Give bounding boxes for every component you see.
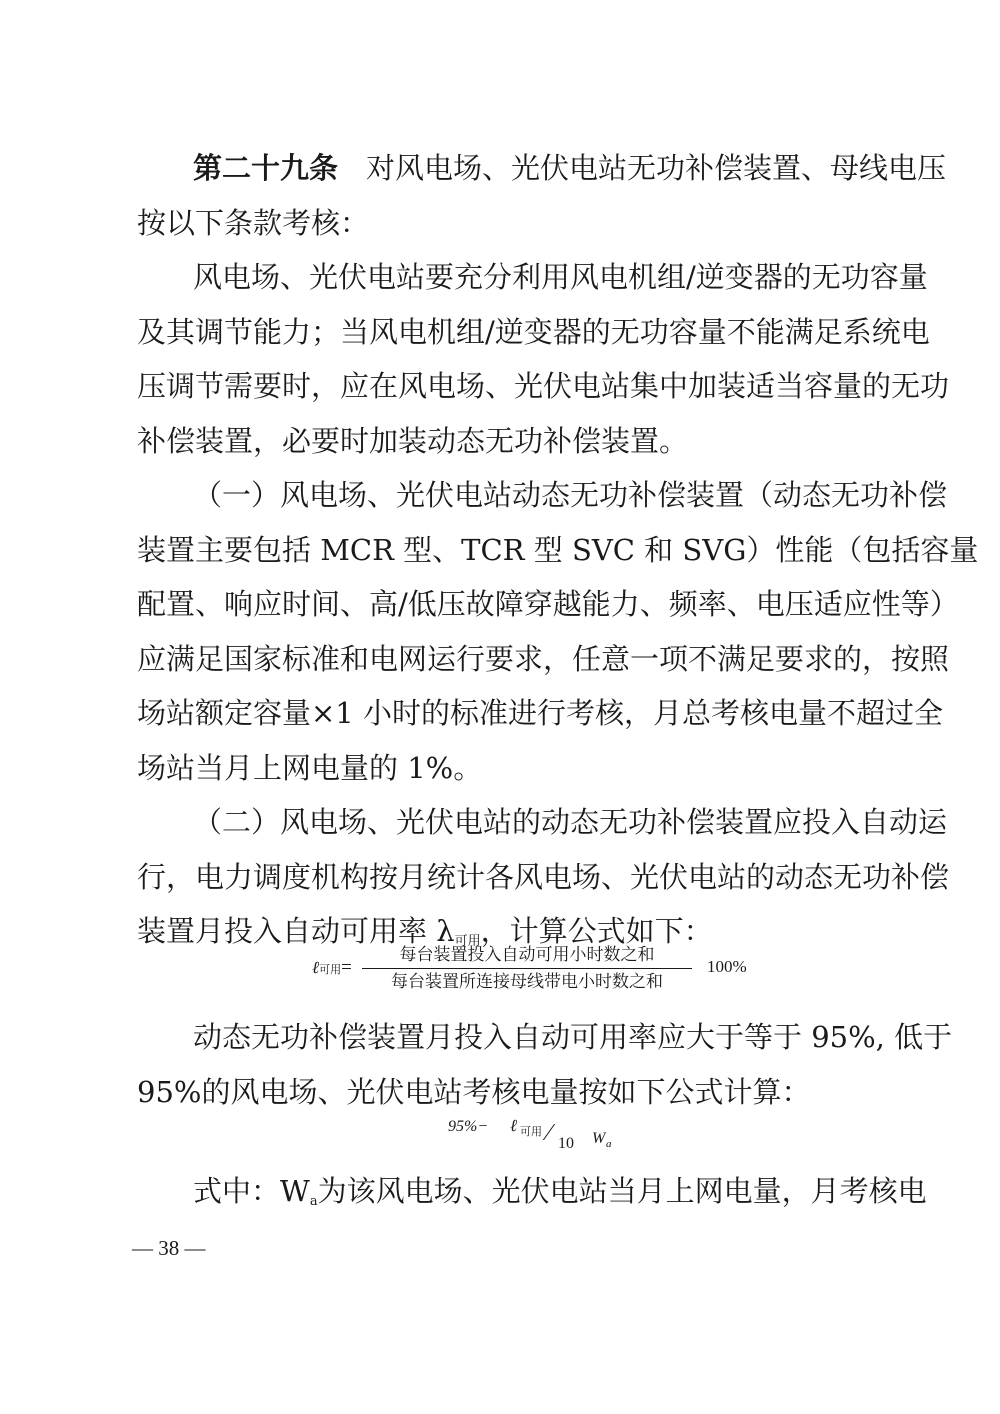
paragraph-5-line-1	[193, 1168, 927, 1214]
paragraph-3-line-2: 行，电力调度机构按月统计各风电场、光伏电站的动态无功补偿	[137, 860, 950, 894]
paragraph-2-line-2: 装置主要包括 MCR 型、TCR 型 SVC 和 SVG）性能（包括容量	[137, 533, 979, 567]
paragraph-2-line-5: 场站额定容量×1 小时的标准进行考核，月总考核电量不超过全	[137, 696, 943, 730]
article-line-2: 按以下条款考核：	[137, 206, 370, 240]
formula-note-prefix: 式中：W	[193, 1174, 310, 1208]
assessment-lead: 95%−	[448, 1118, 489, 1135]
paragraph-4-line-2: 95%的风电场、光伏电站考核电量按如下公式计算：	[137, 1075, 811, 1109]
equals-sign: =	[341, 957, 352, 978]
article-text: 对风电场、光伏电站无功补偿装置、母线电压	[366, 151, 947, 185]
availability-rate-text: 装置月投入自动可用率 λ	[137, 914, 455, 948]
paragraph-1-line-4: 补偿装置，必要时加装动态无功补偿装置。	[137, 424, 689, 458]
availability-formula-lhs	[312, 957, 352, 979]
paragraph-2-line-3: 配置、响应时间、高/低压故障穿越能力、频率、电压适应性等）	[137, 587, 959, 621]
page-number: — 38 —	[132, 1236, 206, 1260]
assessment-formula	[448, 1116, 648, 1160]
paragraph-2-line-1: （一）风电场、光伏电站动态无功补偿装置（动态无功补偿	[193, 478, 948, 512]
percentage-factor: 100%	[707, 957, 747, 976]
article-number: 第二十九条	[193, 151, 339, 185]
division-slash: ⁄	[547, 1120, 552, 1146]
divisor: 10	[558, 1135, 574, 1152]
paragraph-1-line-3: 压调节需要时，应在风电场、光伏电站集中加装适当容量的无功	[137, 369, 950, 403]
formula-note-text: 为该风电场、光伏电站当月上网电量，月考核电	[317, 1174, 927, 1208]
paragraph-4-line-1: 动态无功补偿装置月投入自动可用率应大于等于 95%, 低于	[193, 1020, 953, 1054]
energy-symbol-subscript: a	[606, 1138, 612, 1150]
paragraph-3-line-1: （二）风电场、光伏电站的动态无功补偿装置应投入自动运	[193, 805, 948, 839]
availability-symbol-2: ℓ	[510, 1116, 518, 1135]
availability-symbol-subscript: 可用	[319, 964, 342, 976]
availability-symbol-2-subscript: 可用	[520, 1126, 542, 1138]
fraction-numerator: 每台装置投入自动可用小时数之和	[399, 945, 655, 965]
availability-symbol: ℓ	[312, 958, 320, 977]
paragraph-2-line-4: 应满足国家标准和电网运行要求，任意一项不满足要求的，按照	[137, 642, 950, 676]
energy-symbol: W	[592, 1130, 606, 1147]
availability-fraction	[362, 944, 692, 993]
paragraph-1-line-1: 风电场、光伏电站要充分利用风电机组/逆变器的无功容量	[193, 260, 928, 294]
fraction-denominator: 每台装置所连接母线带电小时数之和	[391, 972, 663, 992]
formula-intro-text: ，计算公式如下：	[480, 914, 713, 948]
article-line-1	[193, 145, 947, 191]
paragraph-1-line-2: 及其调节能力；当风电机组/逆变器的无功容量不能满足系统电	[137, 315, 930, 349]
formula-note-subscript: a	[309, 1194, 318, 1209]
fraction-bar	[362, 968, 692, 969]
availability-rate-subscript: 可用	[454, 934, 481, 949]
paragraph-2-line-6: 场站当月上网电量的 1%。	[137, 751, 483, 785]
